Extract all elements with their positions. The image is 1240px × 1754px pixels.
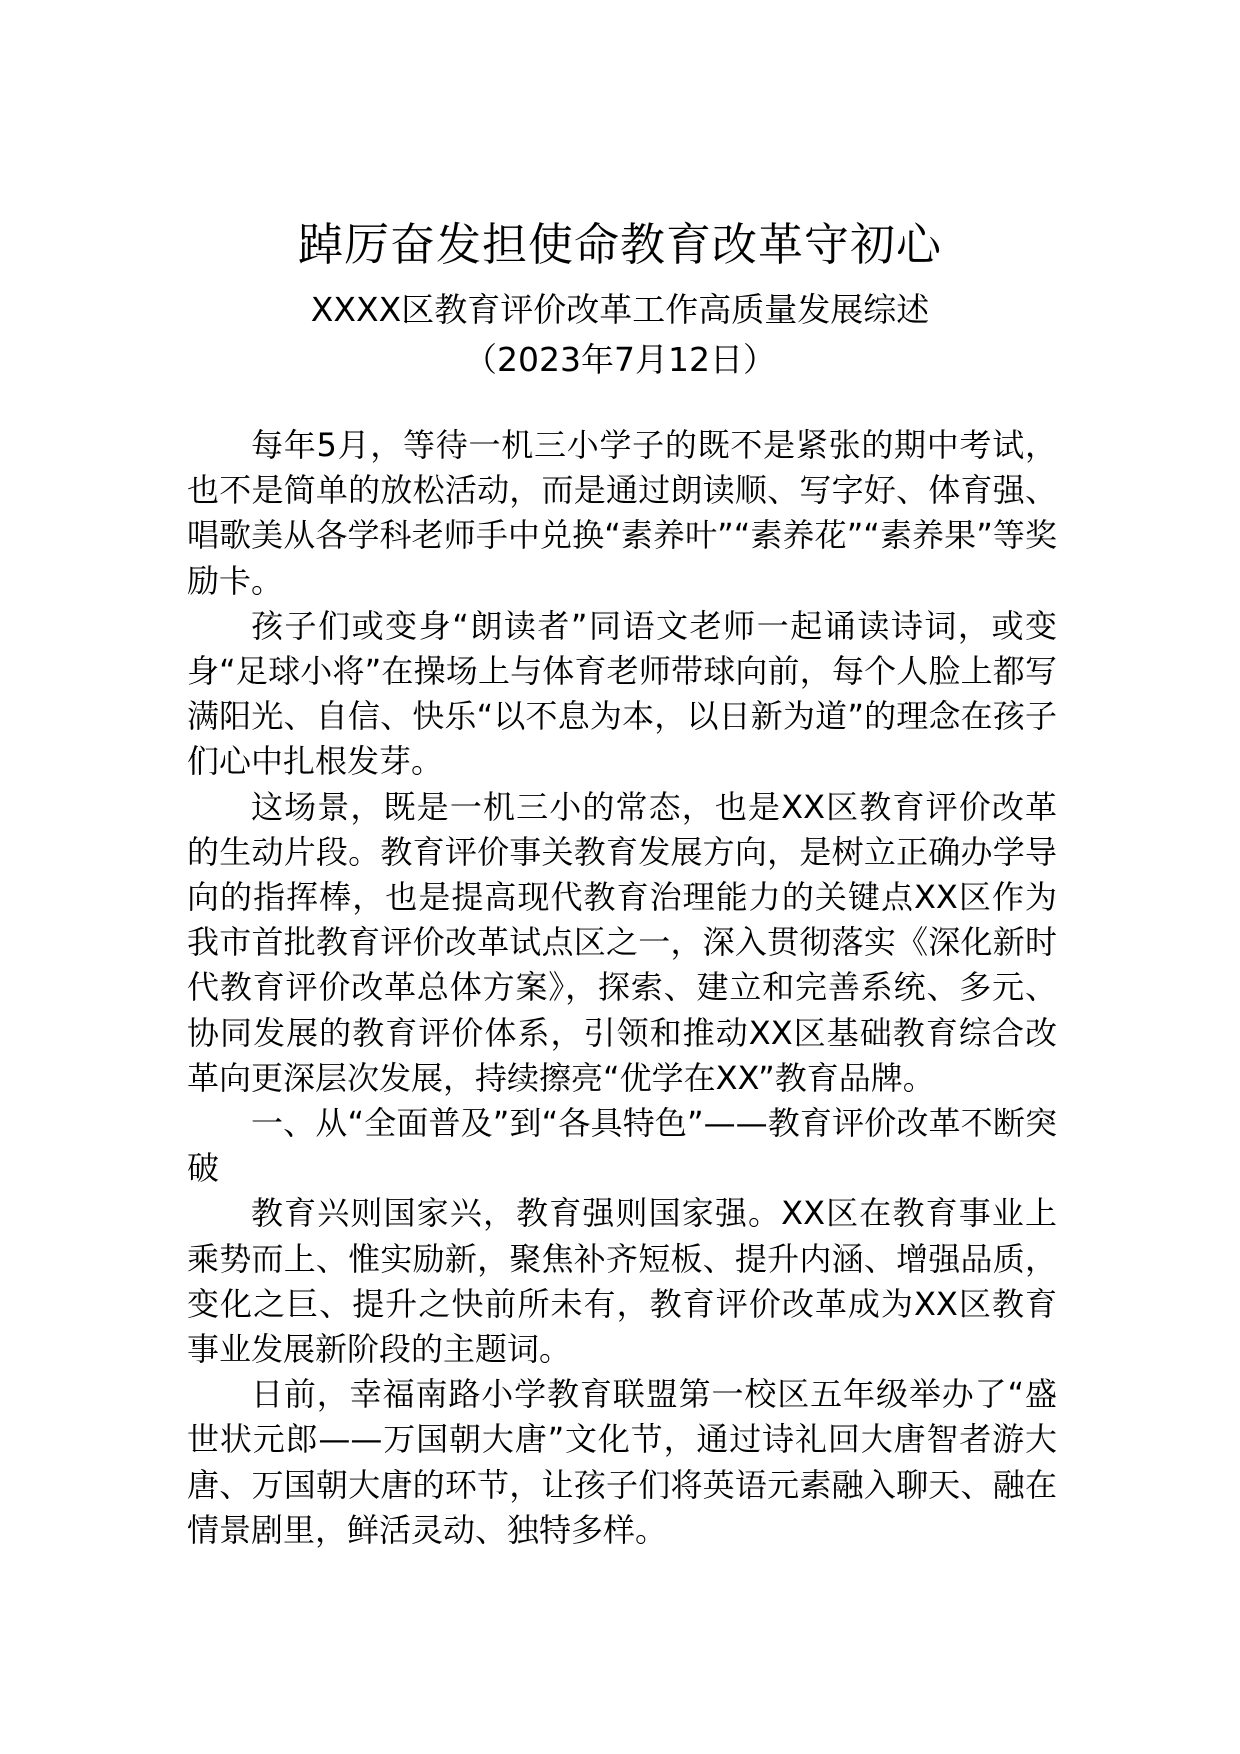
document-subtitle: XXXX区教育评价改革工作高质量发展综述 <box>310 290 930 329</box>
paragraph: 孩子们或变身“朗读者”同语文老师一起诵读诗词，或变身“足球小将”在操场上与体育老师带球向前，每个人脸上都写满阳光、自信、快乐“以不息为本，以日新为道”的理念在孩子们心中扎根发芽。 <box>187 606 1057 781</box>
paragraph: 每年5月，等待一机三小学子的既不是紧张的期中考试，也不是简单的放松活动，而是通过朗读顺、写字好、体育强、唱歌美从各学科老师手中兑换“素养叶”“素养花”“素养果”等奖励卡。 <box>187 426 1057 600</box>
document-date: （2023年7月12日） <box>464 340 776 379</box>
paragraph: 日前，幸福南路小学教育联盟第一校区五年级举办了“盛世状元郎——万国朝大唐”文化节，通过诗礼回大唐智者游大唐、万国朝大唐的环节，让孩子们将英语元素融入聊天、融在情景剧里，鲜活灵动、独特多样。 <box>187 1375 1057 1549</box>
paragraph: 这场景，既是一机三小的常态，也是XX区教育评价改革的生动片段。教育评价事关教育发展方向，是树立正确办学导向的指挥棒，也是提高现代教育治理能力的关键点XX区作为我市首批教育评价改革试点区之一，深入贯彻落实《深化新时代教育评价改革总体方案》，探索、建立和完善系统、多元、协同发展的教育评价体系，引领和推动XX区基础教育综合改革向更深层次发展，持续擦亮“优学在XX”教育品牌。 <box>187 787 1057 1097</box>
document-body <box>187 423 1057 1553</box>
paragraph: 教育兴则国家兴，教育强则国家强。XX区在教育事业上乘势而上、惟实励新，聚焦补齐短板、提升内涵、增强品质，变化之巨、提升之快前所未有，教育评价改革成为XX区教育事业发展新阶段的主题词。 <box>187 1194 1057 1369</box>
document-title: 踔厉奋发担使命教育改革守初心 <box>297 218 942 271</box>
section-heading: 一、从“全面普及”到“各具特色”——教育评价改革不断突破 <box>187 1104 1057 1188</box>
